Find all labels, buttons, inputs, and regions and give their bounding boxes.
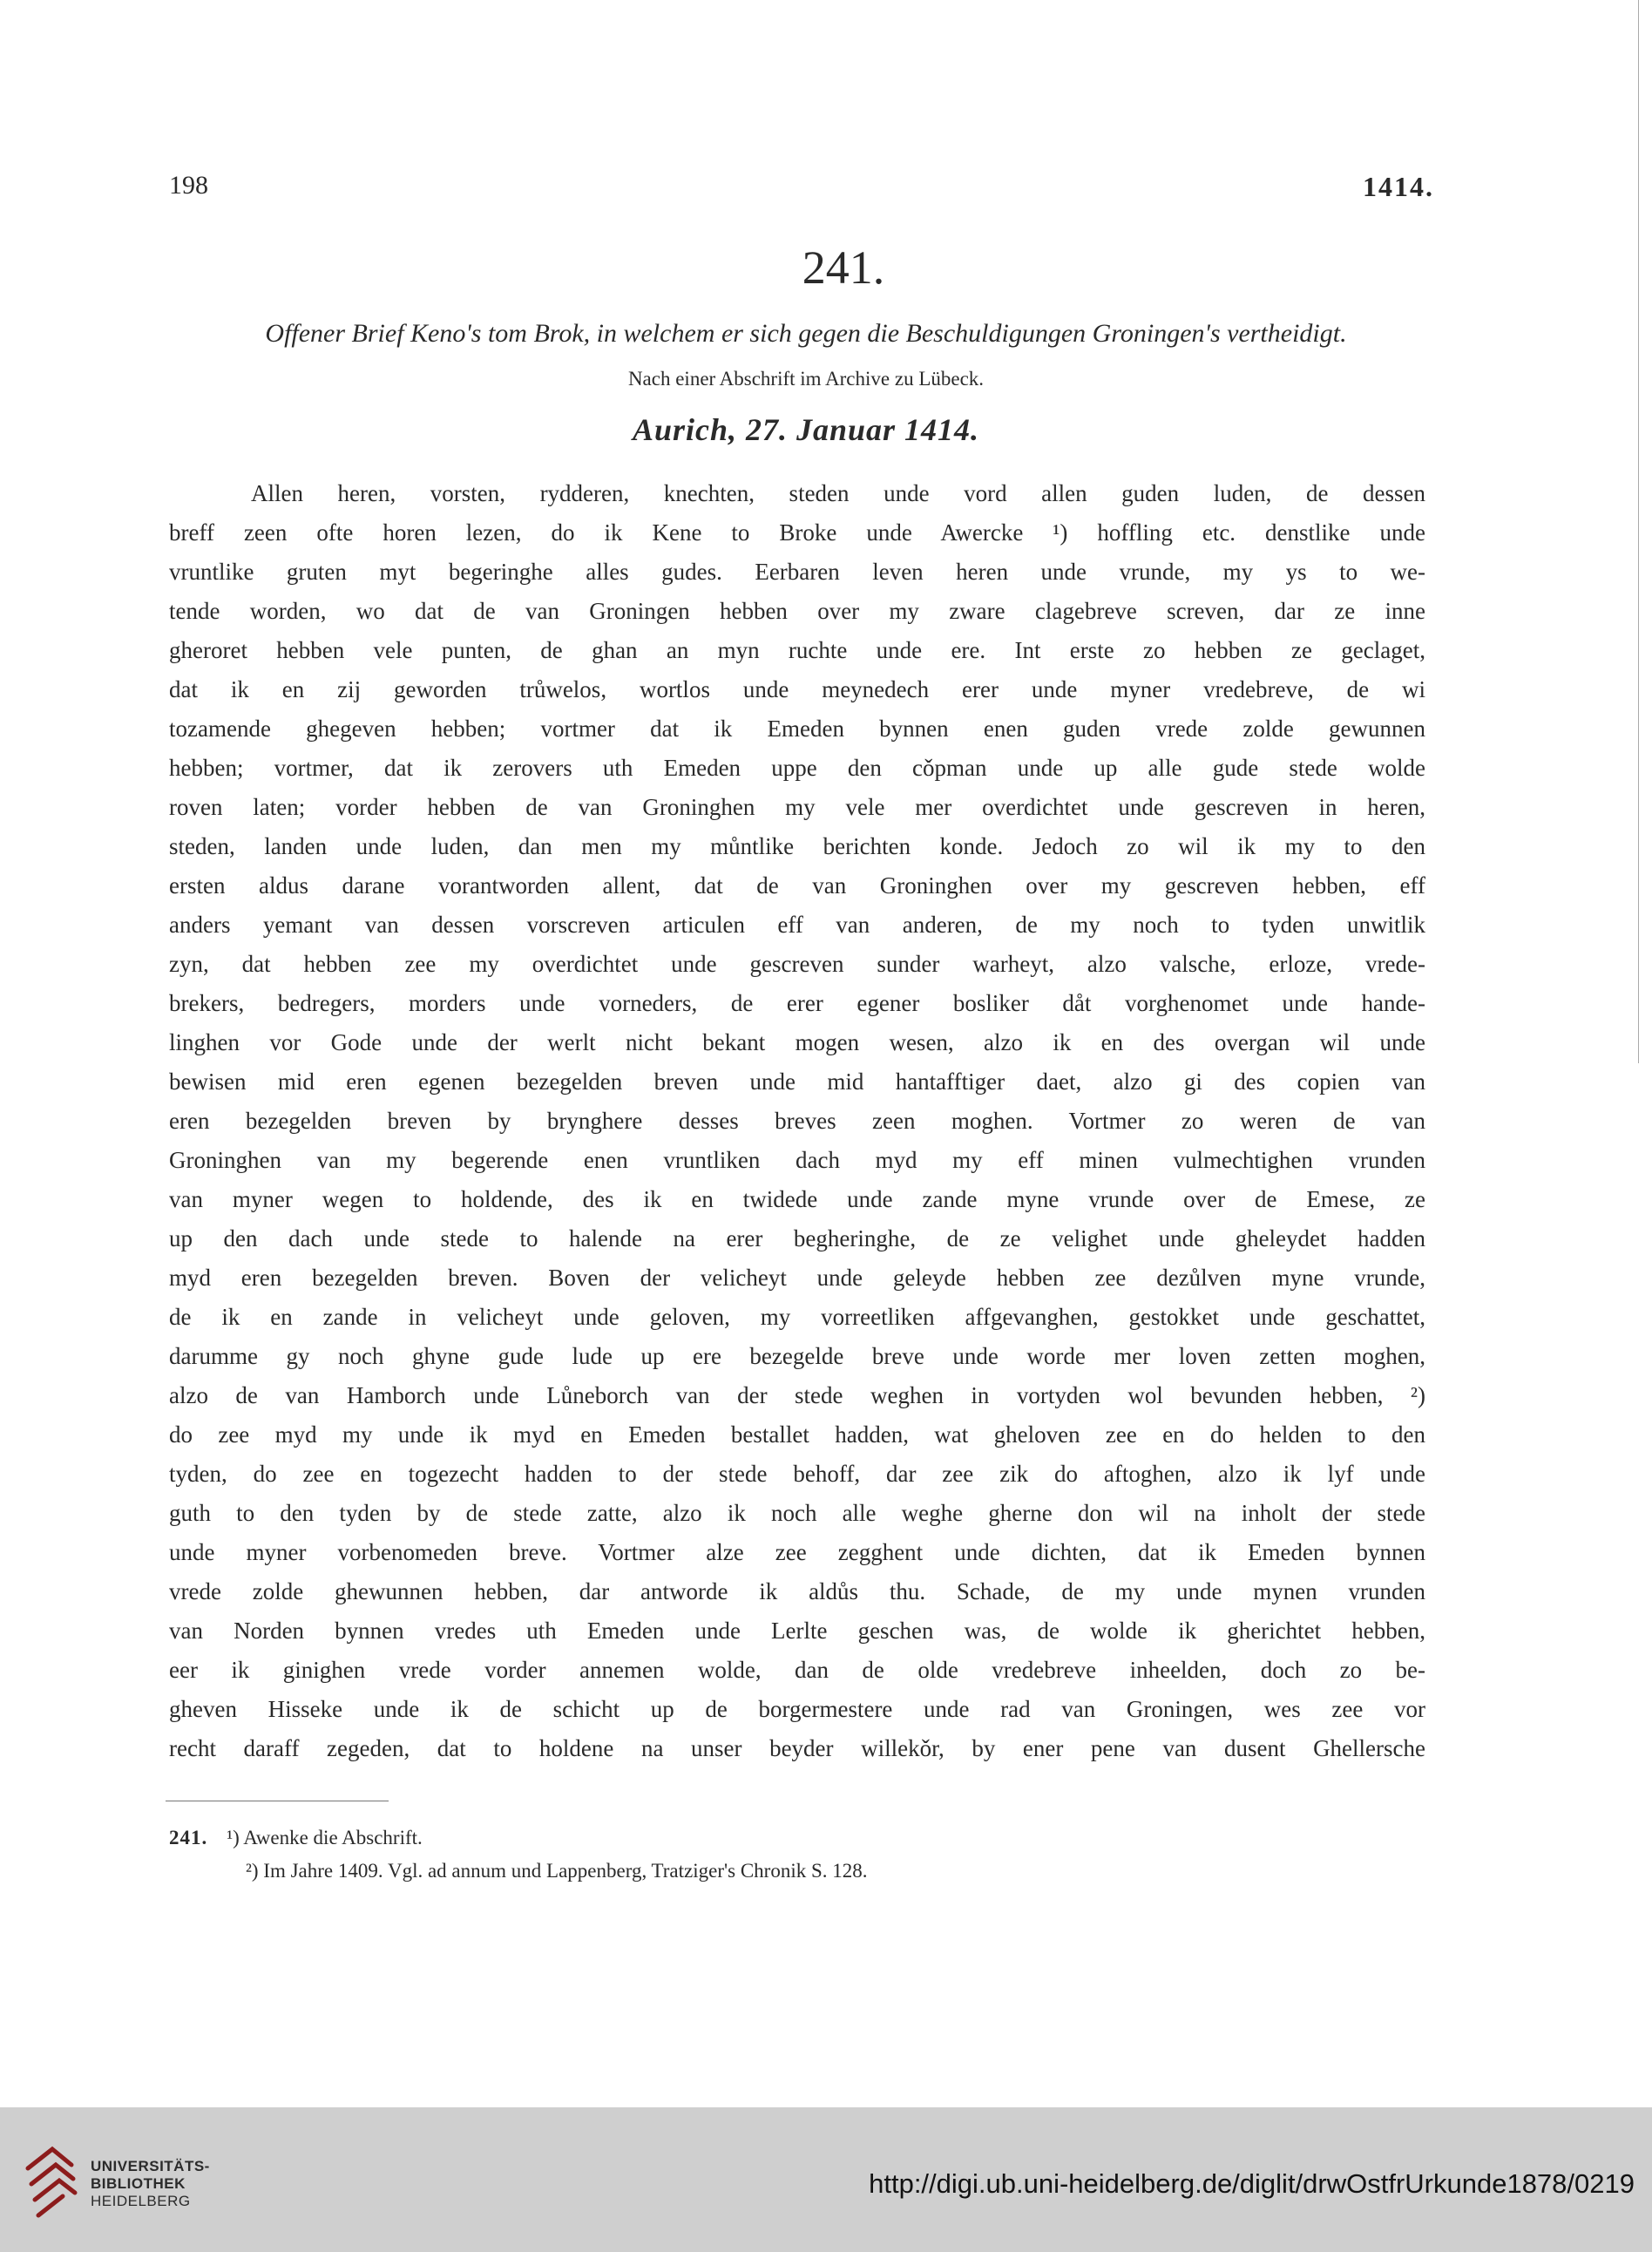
text-line: roven laten; vorder hebben de van Groninghen my vele mer overdichtet unde gescreven in heren, bbox=[169, 794, 1425, 820]
text-line: alzo de van Hamborch unde Lůneborch van der stede weghen in vortyden wol bevunden hebben, ²) bbox=[169, 1382, 1425, 1408]
library-name-line-1: UNIVERSITÄTS- bbox=[91, 2158, 210, 2174]
running-year: 1414. bbox=[1363, 171, 1434, 202]
text-line: zyn, dat hebben zee my overdichtet unde gescreven sunder warheyt, alzo valsche, erloze, vrede- bbox=[169, 951, 1425, 977]
text-line: gheven Hisseke unde ik de schicht up de borgermestere unde rad van Groningen, wes zee vor bbox=[169, 1696, 1425, 1722]
text-line: bewisen mid eren egenen bezegelden breven unde mid hantafftiger daet, alzo gi des copien van bbox=[169, 1068, 1425, 1095]
text-line: gheroret hebben vele punten, de ghan an myn ruchte unde ere. Int erste zo hebben ze geclaget, bbox=[169, 637, 1425, 663]
text-line: unde myner vorbenomeden breve. Vortmer alze zee zegghent unde dichten, dat ik Emeden bynnen bbox=[169, 1539, 1425, 1565]
footnote-2 bbox=[246, 1860, 868, 1882]
text-line: do zee myd my unde ik myd en Emeden bestallet hadden, wat gheloven zee en do helden to den bbox=[169, 1421, 1425, 1448]
text-line: recht daraff zegeden, dat to holdene na unser beyder willekǒr, by ener pene van dusent Ghellersche bbox=[169, 1735, 1425, 1761]
document-number: 241. bbox=[802, 241, 885, 294]
text-line: linghen vor Gode unde der werlt nicht bekant mogen wesen, alzo ik en des overgan wil unde bbox=[169, 1029, 1425, 1055]
document-source: Nach einer Abschrift im Archive zu Lübeck. bbox=[627, 368, 985, 390]
body-text bbox=[169, 474, 1425, 1768]
text-line: darumme gy noch ghyne gude lude up ere bezegelde breve unde worde mer loven zetten moghen, bbox=[169, 1343, 1425, 1369]
text-line: eer ik ginighen vrede vorder annemen wolde, dan de olde vredebreve inheelden, doch zo be- bbox=[169, 1657, 1425, 1683]
library-name-line-3: HEIDELBERG bbox=[91, 2193, 191, 2209]
text-line: anders yemant van dessen vorscreven articulen eff van anderen, de my noch to tyden unwitlik bbox=[169, 912, 1425, 938]
text-line: van Norden bynnen vredes uth Emeden unde Lerlte geschen was, de wolde ik gherichtet hebben, bbox=[169, 1618, 1425, 1644]
scan-edge bbox=[1638, 0, 1652, 1063]
text-line: tende worden, wo dat de van Groningen hebben over my zware clagebreve screven, dar ze inne bbox=[169, 598, 1425, 624]
text-line: vrede zolde ghewunnen hebben, dar antworde ik aldůs thu. Schade, de my unde mynen vrunden bbox=[169, 1578, 1425, 1604]
text-line: myd eren bezegelden breven. Boven der velicheyt unde geleyde hebben zee dezůlven myne vrunde, bbox=[169, 1265, 1425, 1291]
footnote-2-text: ²) Im Jahre 1409. Vgl. ad annum und Lappenberg, Tratziger's Chronik S. 128. bbox=[246, 1860, 868, 1882]
document-title: Offener Brief Keno's tom Brok, in welchem er sich gegen die Beschuldigungen Groningen's vertheidigt. bbox=[265, 319, 1347, 348]
text-line: Allen heren, vorsten, rydderen, knechten, steden unde vord allen guden luden, de dessen bbox=[251, 480, 1425, 506]
text-line: dat ik en zij geworden trůwelos, wortlos unde meynedech erer unde myner vredebreve, de wi bbox=[169, 676, 1425, 702]
university-library-logo-icon bbox=[19, 2142, 80, 2221]
footnote-1-text: ¹) Awenke die Abschrift. bbox=[227, 1827, 423, 1848]
library-name-line-2: BIBLIOTHEK bbox=[91, 2175, 186, 2192]
page-number: 198 bbox=[169, 171, 208, 200]
text-line: guth to den tyden by de stede zatte, alzo ik noch alle weghe gherne don wil na inholt der stede bbox=[169, 1500, 1425, 1526]
text-line: eren bezegelden breven by brynghere desses breves zeen moghen. Vortmer zo weren de van bbox=[169, 1108, 1425, 1134]
text-line: vruntlike gruten myt begeringhe alles gudes. Eerbaren leven heren unde vrunde, my ys to we- bbox=[169, 559, 1425, 585]
text-line: breff zeen ofte horen lezen, do ik Kene to Broke unde Awercke ¹) hoffling etc. denstlike unde bbox=[169, 519, 1425, 546]
permalink-url[interactable]: http://digi.ub.uni-heidelberg.de/diglit/drwOstfrUrkunde1878/0219 bbox=[869, 2168, 1635, 2199]
text-line: hebben; vortmer, dat ik zerovers uth Emeden uppe den cǒpman unde up alle gude stede wolde bbox=[169, 755, 1425, 781]
text-line: de ik en zande in velicheyt unde geloven, my vorreetliken affgevanghen, gestokket unde geschattet, bbox=[169, 1304, 1425, 1330]
text-line: tyden, do zee en togezecht hadden to der stede behoff, dar zee zik do aftoghen, alzo ik lyf unde bbox=[169, 1461, 1425, 1487]
text-line: van myner wegen to holdende, des ik en twidede unde zande myne vrunde over de Emese, ze bbox=[169, 1186, 1425, 1212]
library-name bbox=[91, 2158, 210, 2210]
text-line: Groninghen van my begerende enen vruntliken dach myd my eff minen vulmechtighen vrunden bbox=[169, 1147, 1425, 1173]
text-line: steden, landen unde luden, dan men my můntlike berichten konde. Jedoch zo wil ik my to den bbox=[169, 833, 1425, 859]
text-line: up den dach unde stede to halende na erer begheringhe, de ze velighet unde gheleydet hadden bbox=[169, 1225, 1425, 1251]
text-line: ersten aldus darane vorantworden allent, dat de van Groninghen over my gescreven hebben, eff bbox=[169, 872, 1425, 899]
text-line: brekers, bedregers, morders unde vorneders, de erer egener bosliker dåt vorghenomet unde hande- bbox=[169, 990, 1425, 1016]
footnote-document-number: 241. bbox=[169, 1827, 208, 1848]
text-line: tozamende ghegeven hebben; vortmer dat ik Emeden bynnen enen guden vrede zolde gewunnen bbox=[169, 716, 1425, 742]
viewer-footer bbox=[0, 2107, 1652, 2252]
place-date: Aurich, 27. Januar 1414. bbox=[632, 412, 980, 447]
footnote-1 bbox=[169, 1827, 423, 1849]
